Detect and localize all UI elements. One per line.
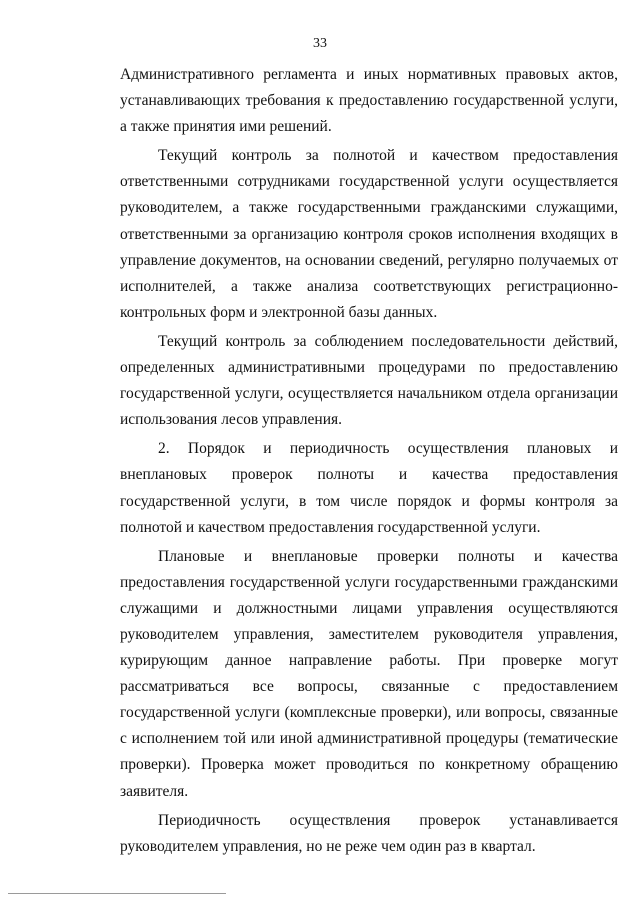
paragraph-continuation: Административного регламента и иных нормативных правовых актов, устанавливающих требования к предоставлению государственной услуги, а также принятия ими решений. (120, 66, 618, 136)
paragraph-current-control-quality: Текущий контроль за полнотой и качеством предоставления ответственными сотрудниками государственной услуги осуществляется руководителем, а также государственными гражданскими служащими, ответственными за организацию контроля сроков исполнения входящих в управление документов, на основании сведений, регулярно получаемых от исполнителей, а также анализа соответствующих регистрационно-контрольных форм и электронной базы данных. (120, 147, 618, 321)
body-text (120, 62, 618, 863)
page-number: 33 (313, 36, 327, 51)
paragraph-inspection-frequency: Периодичность осуществления проверок устанавливается руководителем управления, но не реже чем один раз в квартал. (120, 811, 618, 855)
paragraph-current-control-sequence: Текущий контроль за соблюдением последовательности действий, определенных административными процедурами по предоставлению государственной услуги, осуществляется начальником отдела организации использования лесов управления. (120, 332, 618, 429)
paragraph-planned-inspections: Плановые и внеплановые проверки полноты и качества предоставления государственной услуги государственными гражданскими служащими и должностными лицами управления осуществляются руководителем управления, заместителем руководителя управления, курирующим данное направление работы. При проверке могут рассматриваться все вопросы, связанные с предоставлением государственной услуги (комплексные проверки), или вопросы, связанные с исполнением той или иной административной процедуры (тематические проверки). Проверка может проводиться по конкретному обращению заявителя. (120, 547, 618, 800)
footer-rule (8, 893, 226, 894)
paragraph-section-2-heading: 2. Порядок и периодичность осуществления плановых и внеплановых проверок полноты и качества предоставления государственной услуги, в том числе порядок и формы контроля за полнотой и качеством предоставления государственной услуги. (120, 440, 618, 536)
